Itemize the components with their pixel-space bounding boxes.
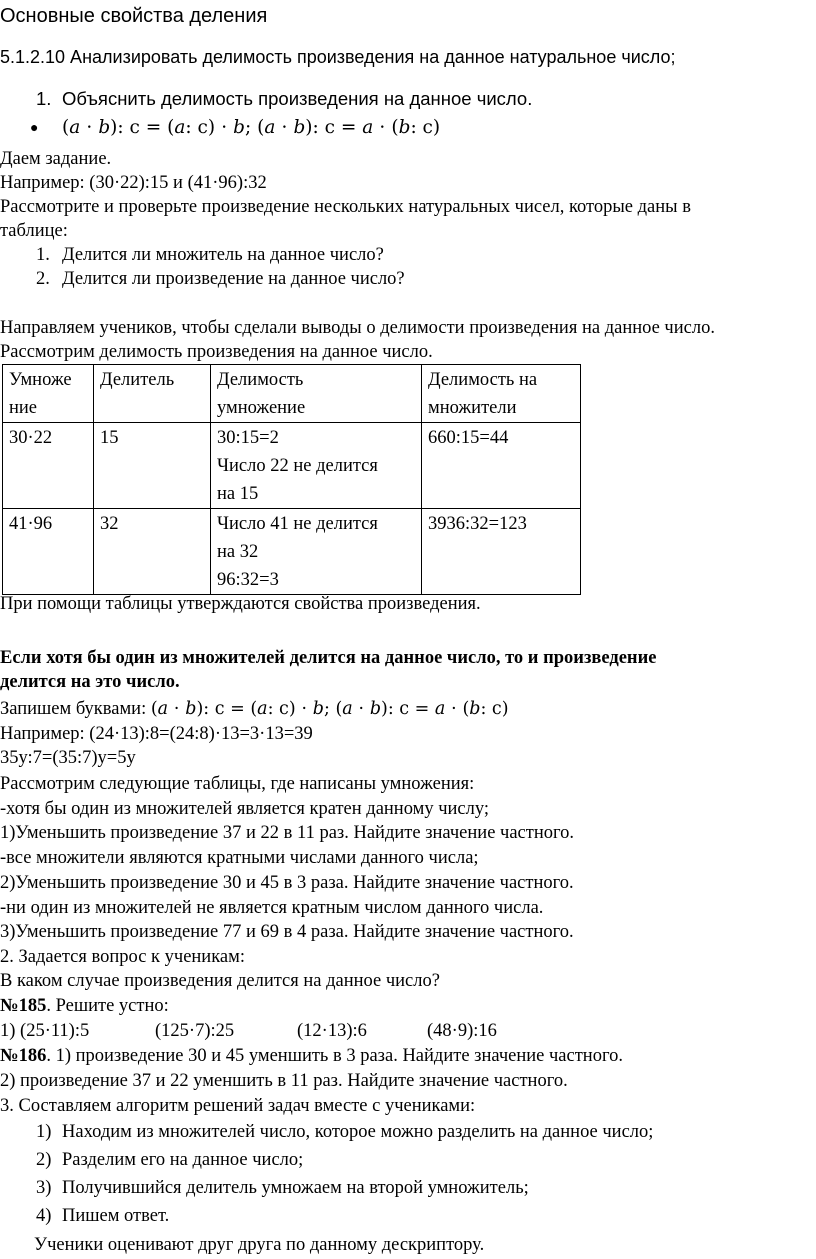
table-cell: 30:15=2 Число 22 не делится на 15: [211, 423, 422, 509]
letters-line: [0, 697, 509, 721]
table-header-cell: Делимость на множители: [422, 365, 581, 423]
table-cell: 3936:32=123: [422, 509, 581, 595]
example-text: Например: (30·22):15 и (41·96):32: [0, 173, 267, 193]
learning-objective: 5.1.2.10 Анализировать делимость произведения на данное натуральное число;: [0, 47, 676, 67]
exercise-item: (125·7):25: [155, 1021, 235, 1041]
table-row: [3, 423, 581, 509]
exercise-185: [0, 994, 169, 1018]
case-text: 1)Уменьшить произведение 37 и 22 в 11 раз. Найдите значение частного.: [0, 823, 574, 843]
step-item: Пишем ответ.: [62, 1206, 170, 1226]
exercise-number: №185: [0, 996, 47, 1016]
page-title: Основные свойства деления: [0, 5, 268, 27]
letters-label: Запишем буквами:: [0, 699, 151, 719]
bullet-icon: ●: [30, 121, 39, 136]
table-cell: 660:15=44: [422, 423, 581, 509]
table-row: [3, 509, 581, 595]
guide-text: Направляем учеников, чтобы сделали выводы о делимости произведения на данное число.: [0, 318, 715, 338]
exercise-item: 1) (25·11):5: [0, 1021, 90, 1041]
final-text: Ученики оценивают друг друга по данному дескриптору.: [34, 1235, 485, 1255]
task-text: Даем задание.: [0, 149, 112, 169]
exercise-text: . Решите устно:: [46, 996, 169, 1016]
exercise-186: [0, 1044, 623, 1068]
list-number: 1.: [36, 88, 52, 109]
rule-text: делится на это число.: [0, 672, 180, 692]
table-cell: 32: [94, 509, 211, 595]
case-text: 3)Уменьшить произведение 77 и 69 в 4 раза. Найдите значение частного.: [0, 922, 574, 942]
list-number: 1.: [36, 245, 50, 265]
step-item: Находим из множителей число, которое можно разделить на данное число;: [62, 1122, 654, 1142]
exercise-item: (12·13):6: [297, 1021, 367, 1041]
exercise-text: 2) произведение 37 и 22 уменшить в 11 раз. Найдите значение частного.: [0, 1071, 568, 1091]
consider-text: Рассмотрим следующие таблицы, где написаны умножения:: [0, 774, 475, 794]
formula: (𝑎 ⋅ 𝑏): c = (𝑎: c) ⋅ 𝑏; (𝑎 ⋅ 𝑏): c = 𝑎 ⋅ (𝑏: c): [62, 117, 441, 138]
table-cell: 41·96: [3, 509, 94, 595]
case-text: 2)Уменьшить произведение 30 и 45 в 3 раза. Найдите значение частного.: [0, 873, 574, 893]
question-text: 2. Задается вопрос к ученикам:: [0, 947, 245, 967]
table-header-row: [3, 365, 581, 423]
example-text: 35у:7=(35:7)у=5у: [0, 748, 136, 768]
example-text: Например: (24·13):8=(24:8)·13=3·13=39: [0, 724, 313, 744]
case-text: -ни один из множителей не является кратным числом данного числа.: [0, 898, 544, 918]
table-header-cell: Делитель: [94, 365, 211, 423]
instruction-text: Рассмотрите и проверьте произведение нескольких натуральных чисел, которые даны в: [0, 197, 691, 217]
list-number: 2): [36, 1150, 52, 1170]
table-header-cell: Делимость умножение: [211, 365, 422, 423]
rule-text: Если хотя бы один из множителей делится на данное число, то и произведение: [0, 648, 657, 668]
table-cell: 15: [94, 423, 211, 509]
list-number: 2.: [36, 269, 50, 289]
table-note: При помощи таблицы утверждаются свойства произведения.: [0, 594, 481, 614]
consider-text: Рассмотрим делимость произведения на данное число.: [0, 342, 433, 362]
formula: (𝑎 ⋅ 𝑏): c = (𝑎: c) ⋅ 𝑏; (𝑎 ⋅ 𝑏): c = 𝑎 ⋅ (𝑏: c): [150, 699, 509, 719]
table-cell: 30·22: [3, 423, 94, 509]
exercise-item: (48·9):16: [427, 1021, 497, 1041]
step-item: Получившийся делитель умножаем на второй умножитель;: [62, 1178, 529, 1198]
step-item: Разделим его на данное число;: [62, 1150, 304, 1170]
exercise-text: . 1) произведение 30 и 45 уменшить в 3 раза. Найдите значение частного.: [46, 1046, 623, 1066]
list-item: Объяснить делимость произведения на данное число.: [62, 88, 533, 109]
question-text: В каком случае произведения делится на данное число?: [0, 971, 440, 991]
list-number: 3): [36, 1178, 52, 1198]
table-cell: Число 41 не делится на 32 96:32=3: [211, 509, 422, 595]
list-number: 1): [36, 1122, 52, 1142]
instruction-text: таблице:: [0, 221, 68, 241]
divisibility-table: [2, 364, 581, 595]
table-header-cell: Умноже ние: [3, 365, 94, 423]
case-text: -все множители являются кратными числами данного числа;: [0, 848, 479, 868]
exercise-number: №186: [0, 1046, 47, 1066]
question-item: Делится ли множитель на данное число?: [62, 245, 384, 265]
algorithm-title: 3. Составляем алгоритм решений задач вместе с учениками:: [0, 1096, 476, 1116]
case-text: -хотя бы один из множителей является кратен данному числу;: [0, 799, 489, 819]
list-number: 4): [36, 1206, 52, 1226]
question-item: Делится ли произведение на данное число?: [62, 269, 405, 289]
